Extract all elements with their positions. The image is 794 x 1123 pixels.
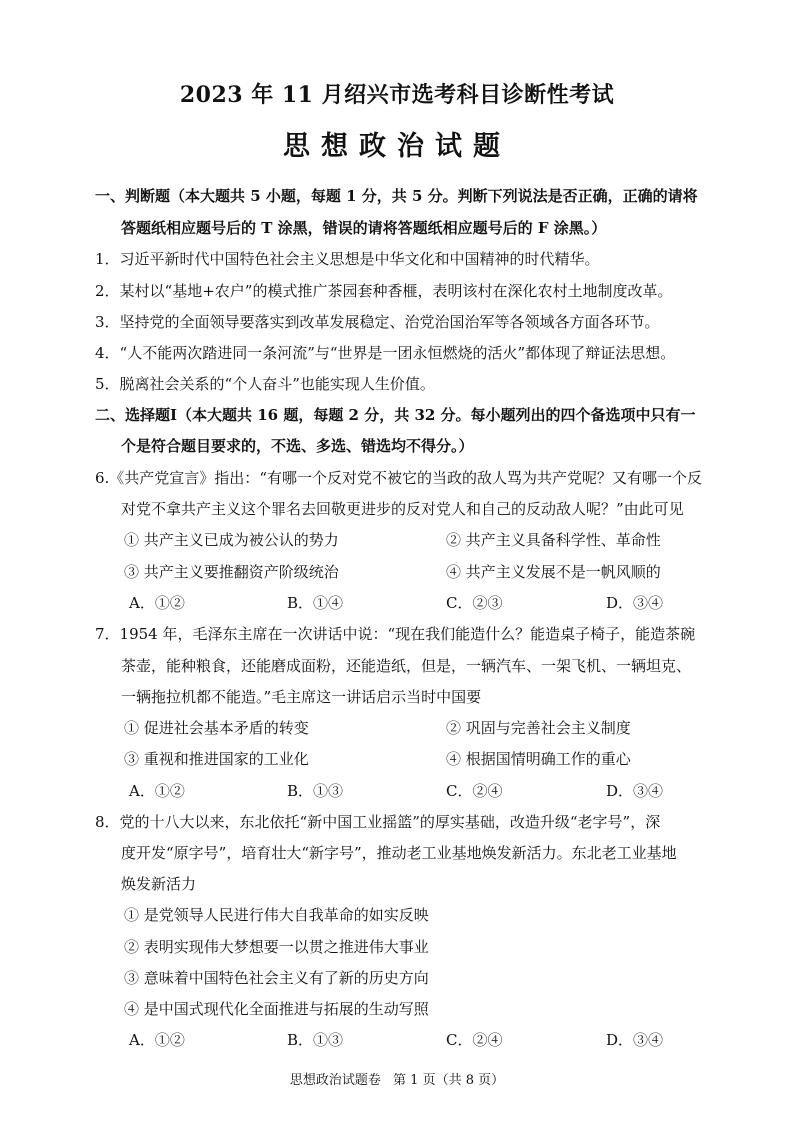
q7-statement-3: ③ 重视和推进国家的工业化 [124,750,309,768]
q6-statement-1: ① 共产主义已成为被公认的势力 [124,531,339,549]
footer-paper-name: 思想政治试题卷 [289,1073,381,1088]
section1-heading-line2: 答题纸相应题号后的 T 涂黑，错误的请将答题纸相应题号后的 F 涂黑。） [121,219,607,237]
q8-statement-3: ③ 意味着中国特色社会主义有了新的历史方向 [124,969,429,987]
q6-statement-2: ② 共产主义具备科学性、革命性 [446,531,661,549]
q7-option-c: C．②④ [446,782,503,800]
q8-stem-line3: 焕发新活力 [121,875,197,893]
exam-subtitle: 思想政治试题 [283,131,511,162]
q6-option-c: C．②③ [446,594,503,612]
q7-option-a: A．①② [129,782,185,800]
page-footer [0,1069,794,1088]
footer-page-number: 第 1 页（共 8 页） [393,1073,505,1088]
q8-stem-line2: 度开发“原字号”，培育壮大“新字号”，推动老工业基地焕发新活力。东北老工业基地 [121,844,677,862]
q6-statement-4: ④ 共产主义发展不是一帆风顺的 [446,563,661,581]
q8-option-b: B．①③ [287,1031,344,1049]
judgment-item-4: 4．“人不能两次踏进同一条河流”与“世界是一团永恒燃烧的活火”都体现了辩证法思想。 [95,344,676,362]
q7-option-b: B．①③ [287,782,344,800]
q6-statement-3: ③ 共产主义要推翻资产阶级统治 [124,563,339,581]
q7-stem-line1: 7．1954 年，毛泽东主席在一次讲话中说：“现在我们能造什么？能造桌子椅子，能造茶碗 [95,625,696,643]
q6-stem-line1: 6.《共产党宣言》指出：“有哪一个反对党不被它的当政的敌人骂为共产党呢？又有哪一个反 [95,469,702,487]
judgment-item-5: 5．脱离社会关系的“个人奋斗”也能实现人生价值。 [95,375,435,393]
q6-option-d: D．③④ [606,594,664,612]
q7-statement-1: ① 促进社会基本矛盾的转变 [124,719,309,737]
judgment-item-1: 1．习近平新时代中国特色社会主义思想是中华文化和中国精神的时代精华。 [95,250,600,268]
q6-option-a: A．①② [129,594,185,612]
judgment-item-3: 3．坚持党的全面领导要落实到改革发展稳定、治党治国治军等各领域各方面各环节。 [95,313,660,331]
q8-stem-line1: 8．党的十八大以来，东北依托“新中国工业摇篮”的厚实基础，改造升级“老字号”，深 [95,813,661,831]
q6-stem-line2: 对党不拿共产主义这个罪名去回敬更进步的反对党人和自己的反动敌人呢？”由此可见 [121,500,684,518]
section1-heading-line1: 一、判断题（本大题共 5 小题，每题 1 分，共 5 分。判断下列说法是否正确，正确的请将 [95,187,698,205]
judgment-item-2: 2．某村以“基地+农户”的模式推广茶园套种香榧，表明该村在深化农村土地制度改革。 [95,282,673,300]
q8-statement-2: ② 表明实现伟大梦想要一以贯之推进伟大事业 [124,938,429,956]
q8-statement-1: ① 是党领导人民进行伟大自我革命的如实反映 [124,906,429,924]
q7-statement-4: ④ 根据国情明确工作的重心 [446,750,631,768]
q8-option-c: C．②④ [446,1031,503,1049]
q8-statement-4: ④ 是中国式现代化全面推进与拓展的生动写照 [124,1000,429,1018]
q8-option-d: D．③④ [606,1031,664,1049]
q7-stem-line2: 茶壶，能种粮食，还能磨成面粉，还能造纸，但是，一辆汽车、一架飞机、一辆坦克、 [121,657,692,675]
q8-option-a: A．①② [129,1031,185,1049]
q7-option-d: D．③④ [606,782,664,800]
q6-option-b: B．①④ [287,594,344,612]
q7-statement-2: ② 巩固与完善社会主义制度 [446,719,631,737]
section2-heading-line1: 二、选择题Ⅰ（本大题共 16 题，每题 2 分，共 32 分。每小题列出的四个备选项中只有一 [95,406,696,424]
q7-stem-line3: 一辆拖拉机都不能造。”毛主席这一讲话启示当时中国要 [121,688,482,706]
exam-title: 2023 年 11 月绍兴市选考科目诊断性考试 [179,82,615,108]
section2-heading-line2: 个是符合题目要求的，不选、多选、错选均不得分。） [121,437,474,455]
